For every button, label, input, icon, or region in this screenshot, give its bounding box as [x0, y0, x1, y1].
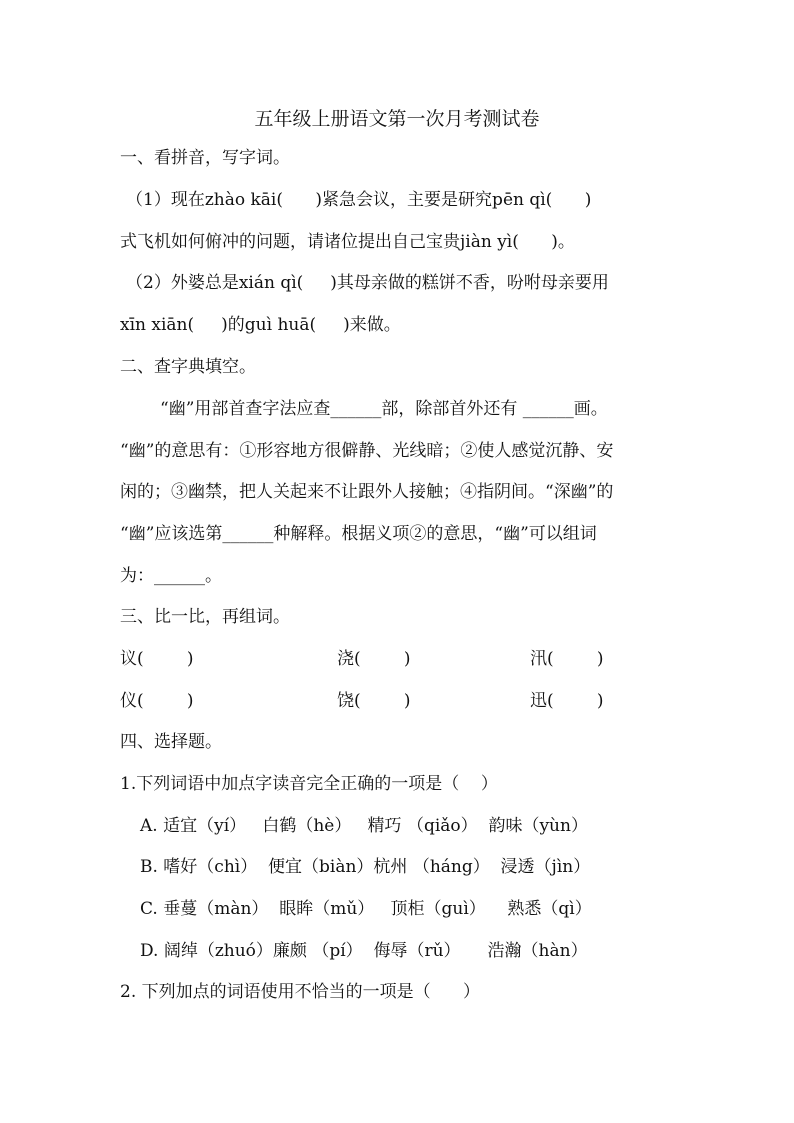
page-title: 五年级上册语文第一次月考测试卷: [254, 108, 540, 130]
compare-item-4: 仪( ): [120, 691, 194, 711]
section1-line-4: xīn xiān( )的guì huā( )来做。: [120, 315, 401, 335]
section2-line-1: “幽”用部首查字法应查______部，除部首外还有 ______画。: [160, 399, 608, 419]
section1-heading: 一、看拼音，写字词。: [120, 148, 290, 168]
section4-heading: 四、选择题。: [120, 732, 222, 752]
section2-heading: 二、查字典填空。: [120, 357, 256, 377]
question-1-stem: 1.下列词语中加点字读音完全正确的一项是（ ）: [120, 774, 498, 794]
section2-line-3: 闲的；③幽禁，把人关起来不让跟外人接触；④指阴间。“深幽”的: [120, 482, 614, 502]
section2-line-5: 为：______。: [120, 566, 222, 586]
question-2-stem: 2. 下列加点的词语使用不恰当的一项是（ ）: [120, 982, 481, 1002]
section2-line-4: “幽”应该选第______种解释。根据义项②的意思，“幽”可以组词: [120, 524, 597, 544]
section1-line-2: 式飞机如何俯冲的问题，请诸位提出自己宝贵jiàn yì( )。: [120, 232, 575, 252]
compare-item-1: 议( ): [120, 649, 194, 669]
question-1-option-a: A. 适宜（yí） 白鹤（hè） 精巧 （qiǎo） 韵味（yùn）: [140, 816, 588, 836]
section2-line-2: “幽”的意思有：①形容地方很僻静、光线暗；②使人感觉沉静、安: [120, 441, 614, 461]
compare-item-3: 汛( ): [530, 649, 604, 669]
section1-line-1: （1）现在zhào kāi( )紧急会议，主要是研究pēn qì( ): [126, 190, 592, 210]
question-1-option-c: C. 垂蔓（màn） 眼眸（mǔ） 顶柜（guì） 熟悉（qì）: [140, 899, 592, 919]
section1-line-3: （2）外婆总是xián qì( )其母亲做的糕饼不香，吩咐母亲要用: [126, 273, 609, 293]
compare-item-5: 饶( ): [337, 691, 411, 711]
section3-heading: 三、比一比，再组词。: [120, 607, 290, 627]
compare-item-2: 浇( ): [337, 649, 411, 669]
question-1-option-b: B. 嗜好（chì） 便宜（biàn）杭州 （háng） 浸透（jìn）: [140, 857, 591, 877]
question-1-option-d: D. 阔绰（zhuó）廉颇 （pí） 侮辱（rǔ） 浩瀚（hàn）: [140, 941, 588, 961]
compare-item-6: 迅( ): [530, 691, 604, 711]
